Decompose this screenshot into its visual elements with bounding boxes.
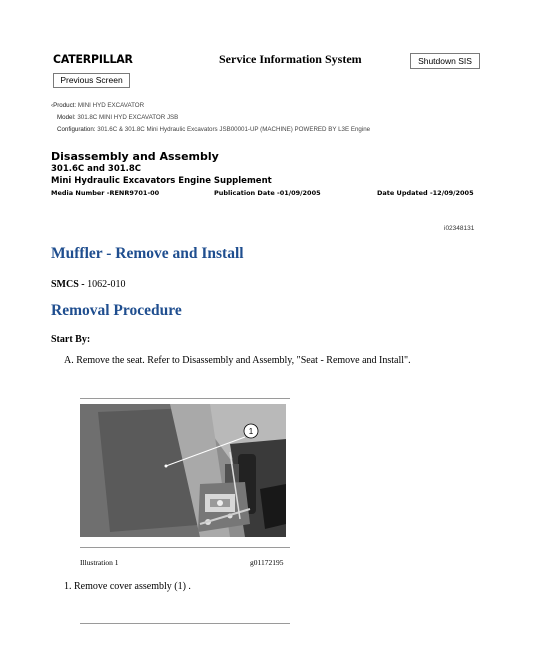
page-title: Muffler - Remove and Install [51,245,244,262]
smcs-label: SMCS - [51,279,88,290]
previous-screen-button[interactable]: Previous Screen [53,73,130,88]
illustration-image [80,404,286,537]
product-line [51,102,144,109]
date-updated: Date Updated -12/09/2005 [377,189,474,197]
back-arrow-icon[interactable]: ‹ [51,102,54,109]
model-key: Model: [57,114,76,121]
document-id: i02348131 [444,225,475,232]
illustration-caption: Illustration 1 [80,558,119,567]
smcs-code [51,279,125,290]
callout-1: 1 [248,427,254,436]
section-heading: Disassembly and Assembly [51,150,219,163]
model-value: 301.8C MINI HYD EXCAVATOR JSB [77,114,179,121]
illustration-id: g01172195 [250,558,284,567]
caterpillar-logo: CATERPILLAR [53,52,133,66]
configuration-line [57,126,370,133]
smcs-value: 1062-010 [87,279,126,290]
media-number: Media Number -RENR9701-00 [51,189,160,197]
product-value: MINI HYD EXCAVATOR [77,102,145,109]
supplement-heading: Mini Hydraulic Excavators Engine Supplement [51,176,272,186]
models-heading: 301.6C and 301.8C [51,164,142,174]
step-a: A. Remove the seat. Refer to Disassembly and Assembly, "Seat - Remove and Install". [64,355,411,366]
config-key: Configuration: [57,126,96,133]
divider-top [80,398,290,399]
system-title: Service Information System [219,52,362,66]
start-by-label: Start By: [51,334,91,345]
divider-bottom [80,623,290,624]
config-value: 301.6C & 301.8C Mini Hydraulic Excavators JSB00001-UP (MACHINE) POWERED BY L3E Engine [97,126,371,133]
publication-date: Publication Date -01/09/2005 [214,189,321,197]
model-line [57,114,178,121]
removal-procedure-title: Removal Procedure [51,302,182,319]
shutdown-sis-button[interactable]: Shutdown SIS [410,53,480,69]
divider-caption [80,547,290,548]
product-key: Product: [53,102,77,109]
step-1: 1. Remove cover assembly (1) . [64,581,191,592]
